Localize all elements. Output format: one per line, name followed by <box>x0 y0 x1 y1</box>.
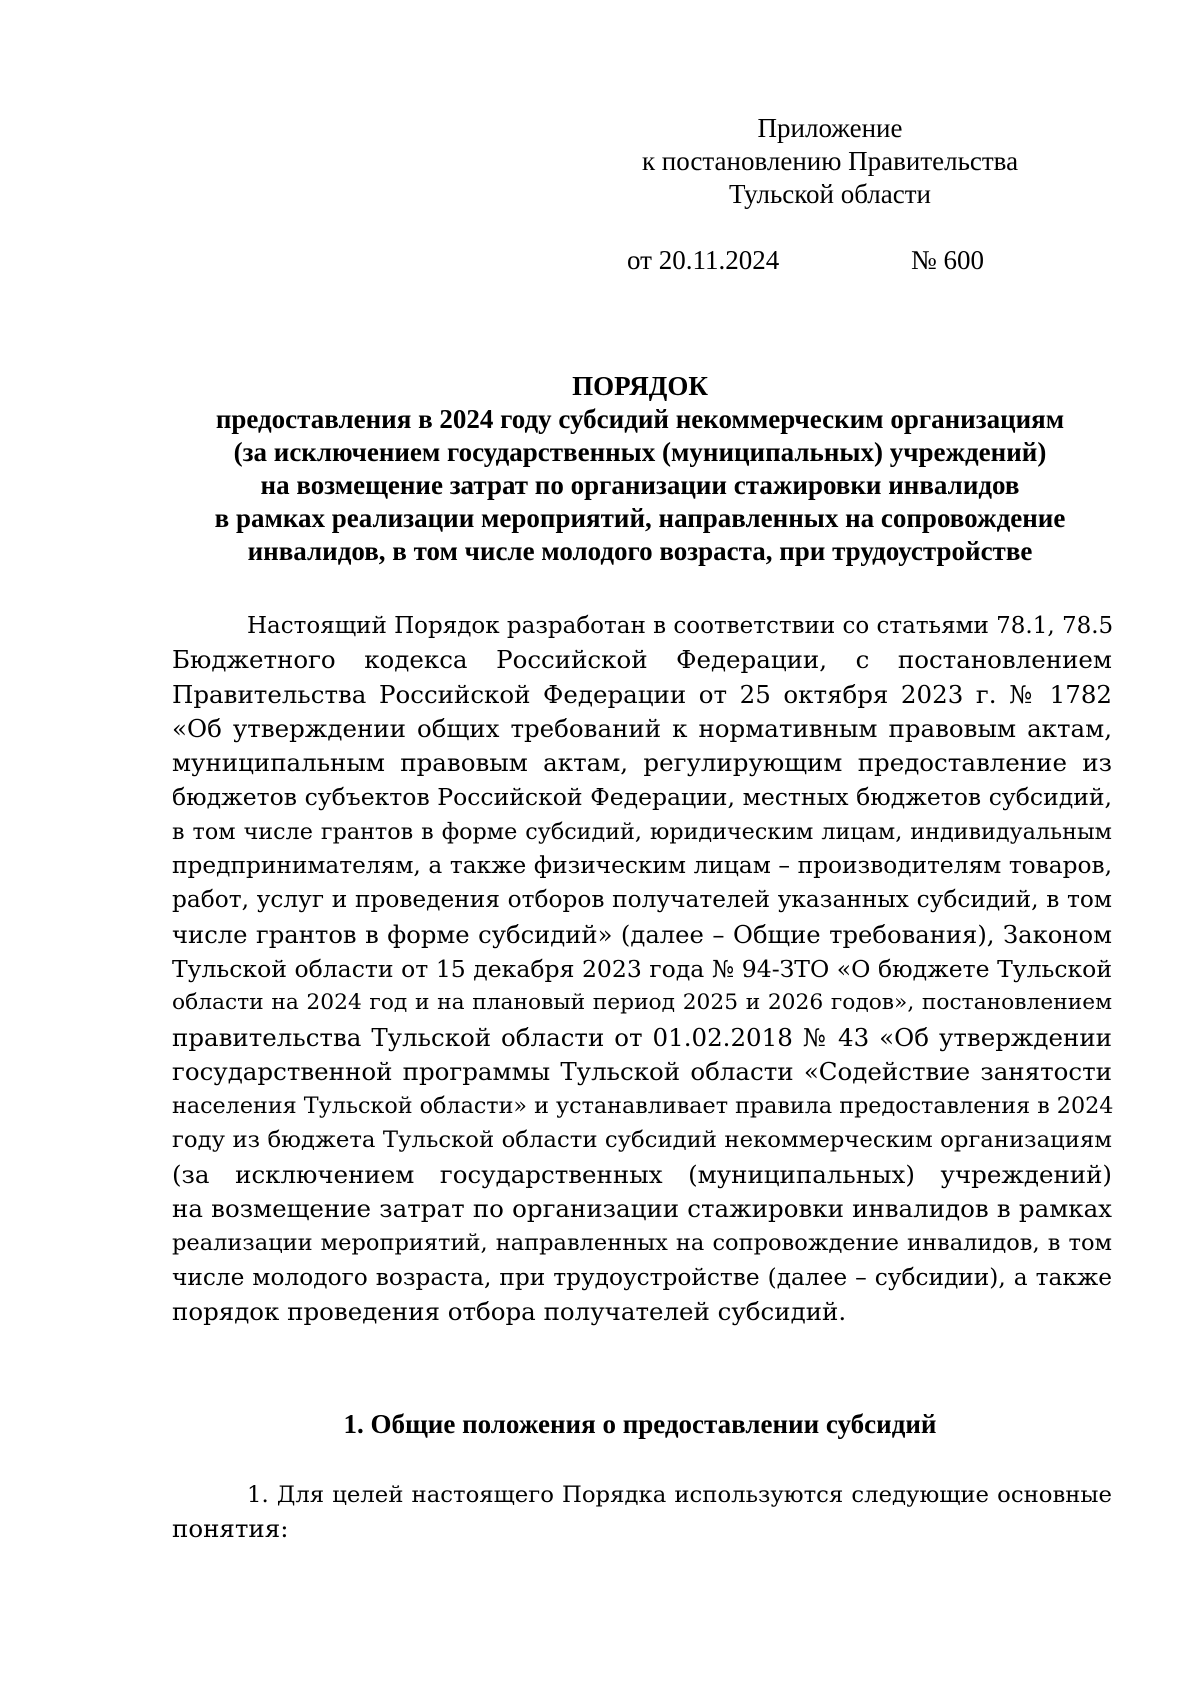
preamble-paragraph <box>172 609 1112 1329</box>
text-line: реализации мероприятий, направленных на сопровождение инвалидов, в том <box>172 1230 1112 1257</box>
decree-date: от 20.11.2024 <box>627 245 780 275</box>
text-line: предпринимателям, а также физическим лицам – производителям товаров, <box>172 852 1112 880</box>
title-line: инвалидов, в том числе молодого возраста, при трудоустройстве <box>247 536 1033 566</box>
document-title <box>170 370 1110 568</box>
title-line: в рамках реализации мероприятий, направленных на сопровождение <box>214 503 1066 533</box>
appendix-line: Приложение <box>757 113 903 143</box>
text-line: правительства Тульской области от 01.02.2018 № 43 «Об утверждении <box>172 1022 1112 1052</box>
appendix-line: Тульской области <box>729 179 931 209</box>
text-line: году из бюджета Тульской области субсидий некоммерческим организациям <box>172 1127 1112 1154</box>
text-line: Бюджетного кодекса Российской Федерации, с постановлением <box>172 645 1112 675</box>
section-paragraph <box>172 1478 1112 1547</box>
text-line: работ, услуг и проведения отборов получателей указанных субсидий, в том <box>172 886 1112 914</box>
text-line: Правительства Российской Федерации от 25 октября 2023 г. № 1782 <box>172 679 1112 709</box>
text-line: на возмещение затрат по организации стажировки инвалидов в рамках <box>172 1194 1112 1224</box>
text-line: 1. Для целей настоящего Порядка используются следующие основные <box>247 1482 1112 1508</box>
text-line: (за исключением государственных (муниципальных) учреждений) <box>172 1159 1112 1189</box>
text-line: Настоящий Порядок разработан в соответствии со статьями 78.1, 78.5 <box>247 613 1114 639</box>
text-line: Тульской области от 15 декабря 2023 года № 94-ЗТО «О бюджете Тульской <box>172 954 1112 983</box>
text-line: муниципальным правовым актам, регулирующим предоставление из <box>172 748 1112 778</box>
text-line: населения Тульской области» и устанавливает правила предоставления в 2024 <box>172 1093 1114 1120</box>
text-line: числе молодого возраста, при трудоустройстве (далее – субсидии), а также <box>172 1263 1112 1291</box>
text-line: области на 2024 год и на плановый период 2025 и 2026 годов», постановлением <box>172 990 1112 1016</box>
title-line: (за исключением государственных (муниципальных) учреждений) <box>233 437 1047 467</box>
text-line: понятия: <box>172 1514 289 1544</box>
text-line: порядок проведения отбора получателей субсидий. <box>172 1296 847 1326</box>
decree-number: № 600 <box>911 245 985 275</box>
appendix-line: к постановлению Правительства <box>641 146 1019 176</box>
section-heading: 1. Общие положения о предоставлении субсидий <box>343 1409 937 1439</box>
text-line: в том числе грантов в форме субсидий, юридическим лицам, индивидуальным <box>172 818 1112 845</box>
title-heading: ПОРЯДОК <box>572 371 708 401</box>
text-line: государственной программы Тульской области «Содействие занятости <box>172 1056 1112 1086</box>
title-line: на возмещение затрат по организации стажировки инвалидов <box>260 470 1020 500</box>
text-line: бюджетов субъектов Российской Федерации, местных бюджетов субсидий, <box>172 783 1112 812</box>
appendix-block <box>620 112 1040 211</box>
text-line: числе грантов в форме субсидий» (далее – Общие требования), Законом <box>172 919 1112 949</box>
title-line: предоставления в 2024 году субсидий некоммерческим организациям <box>215 404 1065 434</box>
text-line: «Об утверждении общих требований к нормативным правовым актам, <box>172 713 1112 743</box>
